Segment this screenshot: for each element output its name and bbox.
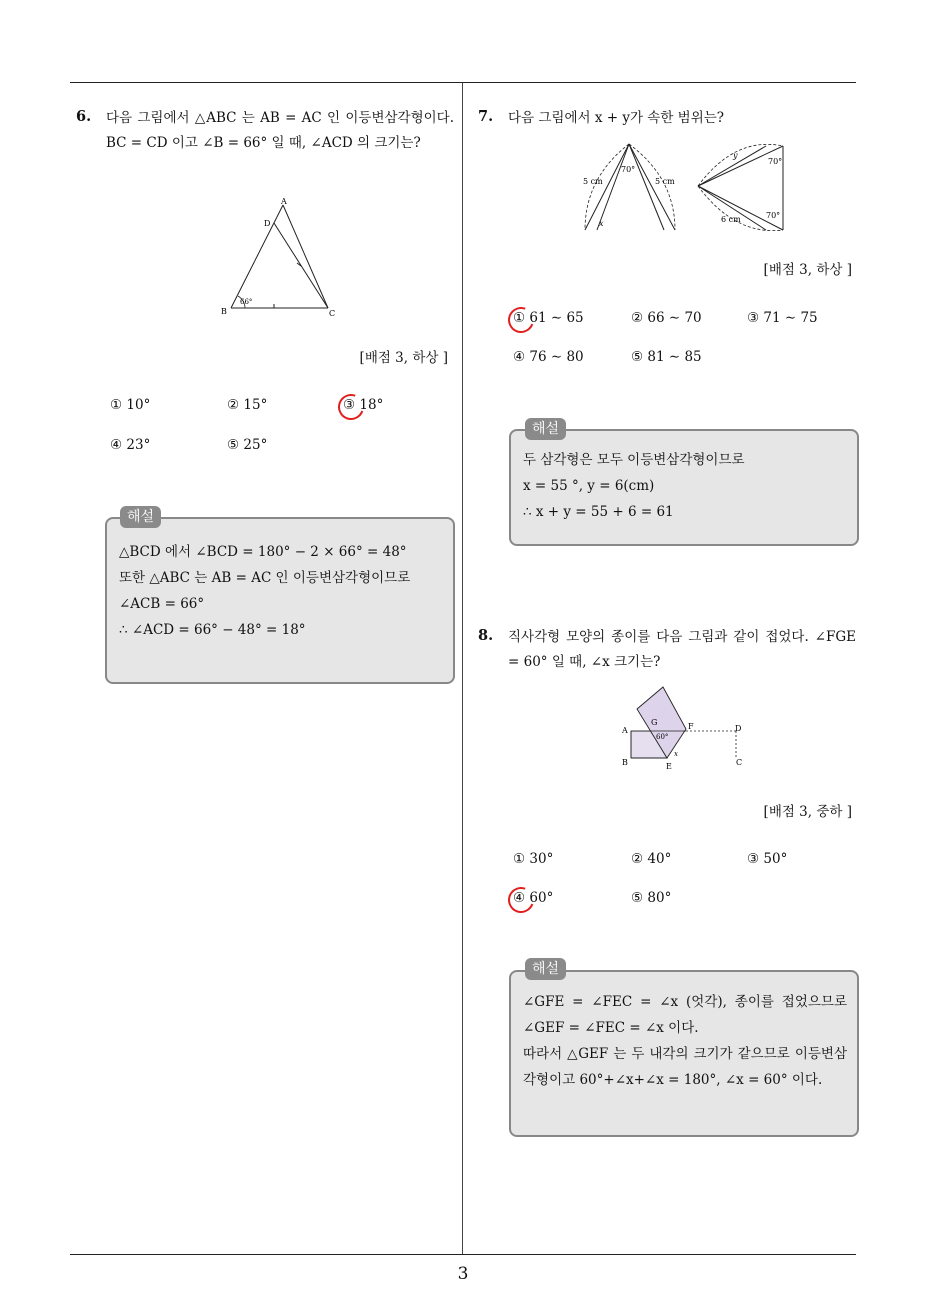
q6-triangle-figure bbox=[215, 193, 345, 321]
q6-label-b: B bbox=[221, 307, 227, 316]
q6-choice-3[interactable]: ③ 18° bbox=[343, 397, 384, 413]
footer-rule bbox=[70, 1254, 856, 1255]
q8-score: [배점 3, 중하 ] bbox=[763, 804, 852, 820]
q6-number: 6. bbox=[76, 108, 92, 125]
q7-score: [배점 3, 하상 ] bbox=[763, 262, 852, 278]
q7-question-text: 다음 그림에서 x + y가 속한 범위는? bbox=[508, 110, 725, 126]
q8-label-f: F bbox=[688, 722, 694, 731]
q7-len-c: 6 cm bbox=[721, 215, 741, 224]
q7-solution-line-3: ∴ x + y = 55 + 6 = 61 bbox=[523, 504, 674, 520]
column-divider bbox=[462, 83, 463, 1254]
q8-label-e: E bbox=[666, 762, 672, 771]
q7-solution-tag: 해설 bbox=[525, 418, 566, 440]
q6-label-a: A bbox=[281, 197, 287, 206]
q6-solution-line-3: ∠ACB = 66° bbox=[119, 596, 205, 612]
q8-choice-2[interactable]: ② 40° bbox=[631, 851, 672, 867]
q8-label-d: D bbox=[735, 724, 742, 733]
q8-var-x: x bbox=[674, 750, 678, 758]
q7-var-x: x bbox=[599, 219, 604, 228]
q6-solution-line-1: △BCD 에서 ∠BCD = 180° − 2 × 66° = 48° bbox=[119, 544, 407, 560]
q6-label-c: C bbox=[329, 309, 336, 318]
q8-solution-box bbox=[509, 970, 859, 1137]
q7-triangles-figure bbox=[575, 138, 795, 238]
q7-len-a: 5 cm bbox=[583, 177, 603, 186]
q7-answer-mark bbox=[504, 303, 539, 338]
q8-answer-mark bbox=[504, 883, 539, 918]
q7-var-y: y bbox=[733, 151, 738, 160]
q7-solution-line-2: x = 55 °, y = 6(cm) bbox=[523, 478, 655, 494]
q6-solution-body bbox=[119, 539, 443, 643]
q8-choice-5[interactable]: ⑤ 80° bbox=[631, 890, 672, 906]
q7-choice-5[interactable]: ⑤ 81 ∼ 85 bbox=[631, 349, 702, 365]
q8-label-a: A bbox=[622, 726, 628, 735]
q6-score: [배점 3, 하상 ] bbox=[359, 350, 448, 366]
q8-angle-label: 60° bbox=[656, 733, 669, 741]
q6-solution-line-2: 또한 △ABC 는 AB = AC 인 이등변삼각형이므로 bbox=[119, 570, 411, 586]
q7-solution-body bbox=[523, 447, 847, 525]
q6-solution-line-4: ∴ ∠ACD = 66° − 48° = 18° bbox=[119, 622, 306, 638]
q8-solution-body bbox=[523, 989, 847, 1093]
q8-choice-1[interactable]: ① 30° bbox=[513, 851, 554, 867]
header-rule bbox=[70, 82, 856, 83]
q7-choice-3[interactable]: ③ 71 ∼ 75 bbox=[747, 310, 818, 326]
q8-label-g: G bbox=[651, 718, 658, 727]
q6-question bbox=[106, 106, 454, 156]
q8-solution-line-2: 따라서 △GEF 는 두 내각의 크기가 같으므로 이등변삼각형이고 60°+∠x+∠x = 180°, ∠x = 60° 이다. bbox=[523, 1046, 847, 1088]
q6-choice-5[interactable]: ⑤ 25° bbox=[227, 437, 268, 453]
q8-label-c: C bbox=[736, 758, 743, 767]
q7-len-b: 5 cm bbox=[655, 177, 675, 186]
q7-bottom-angle: 70° bbox=[766, 211, 781, 220]
q6-question-text: 다음 그림에서 △ABC 는 AB = AC 인 이등변삼각형이다. BC = CD 이고 ∠B = 66° 일 때, ∠ACD 의 크기는? bbox=[106, 110, 454, 151]
q7-left-angle: 70° bbox=[621, 165, 636, 174]
q6-solution-tag: 해설 bbox=[120, 506, 161, 528]
q7-question bbox=[508, 106, 856, 131]
q8-label-b: B bbox=[622, 758, 628, 767]
q7-number: 7. bbox=[478, 108, 494, 125]
q8-solution-tag: 해설 bbox=[525, 958, 566, 980]
q7-solution-line-1: 두 삼각형은 모두 이등변삼각형이므로 bbox=[523, 452, 745, 468]
q6-choice-2[interactable]: ② 15° bbox=[227, 397, 268, 413]
q8-folded-paper-figure bbox=[618, 684, 748, 772]
q8-question bbox=[508, 625, 856, 675]
q6-choice-1[interactable]: ① 10° bbox=[110, 397, 151, 413]
q6-angle-label: 66° bbox=[240, 298, 253, 306]
q7-top-angle: 70° bbox=[768, 157, 783, 166]
q6-choice-4[interactable]: ④ 23° bbox=[110, 437, 151, 453]
q7-choice-1[interactable]: ① 61 ∼ 65 bbox=[513, 310, 584, 326]
q7-choice-2[interactable]: ② 66 ∼ 70 bbox=[631, 310, 702, 326]
page-number: 3 bbox=[457, 1264, 469, 1284]
q6-solution-box bbox=[105, 517, 455, 684]
q6-label-d: D bbox=[264, 219, 271, 228]
q8-choice-4[interactable]: ④ 60° bbox=[513, 890, 554, 906]
q8-number: 8. bbox=[478, 627, 494, 644]
q7-solution-box bbox=[509, 429, 859, 546]
q8-choice-3[interactable]: ③ 50° bbox=[747, 851, 788, 867]
q8-question-text: 직사각형 모양의 종이를 다음 그림과 같이 접었다. ∠FGE = 60° 일 때, ∠x 크기는? bbox=[508, 629, 856, 670]
q8-solution-line-1: ∠GFE = ∠FEC = ∠x (엇각), 종이를 접었으므로 ∠GEF = ∠FEC = ∠x 이다. bbox=[523, 994, 847, 1036]
q6-answer-mark bbox=[334, 390, 369, 425]
q7-choice-4[interactable]: ④ 76 ∼ 80 bbox=[513, 349, 584, 365]
